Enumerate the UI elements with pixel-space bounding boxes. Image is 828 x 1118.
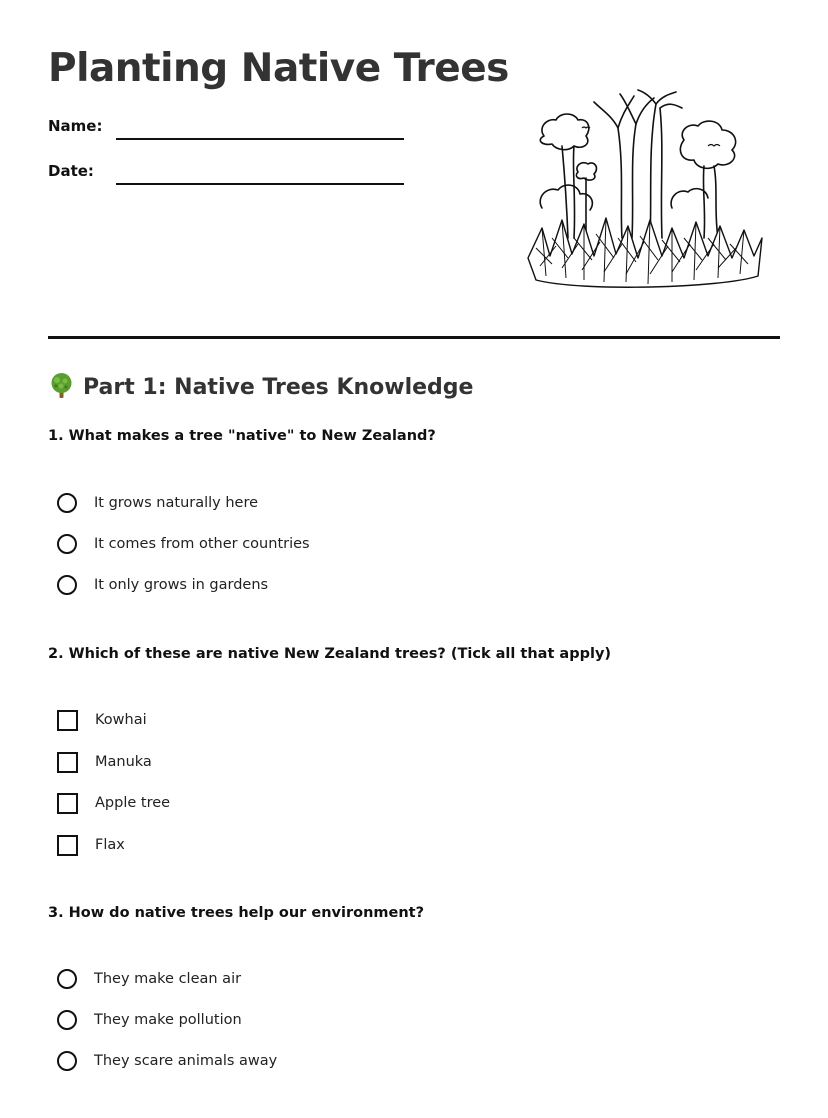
question-2: 2. Which of these are native New Zealand trees? (Tick all that apply) — [48, 646, 612, 662]
checkbox[interactable] — [57, 752, 78, 773]
radio-button[interactable] — [57, 1051, 77, 1071]
checkbox[interactable] — [57, 835, 78, 856]
option-label: They make clean air — [94, 971, 242, 987]
option-label: Flax — [95, 837, 125, 853]
q1-option-2[interactable] — [57, 532, 310, 556]
option-label: They make pollution — [94, 1012, 242, 1028]
radio-button[interactable] — [57, 493, 77, 513]
name-label: Name: — [48, 117, 103, 135]
option-label: It comes from other countries — [94, 536, 310, 552]
section-heading-text: Part 1: Native Trees Knowledge — [83, 375, 474, 400]
option-label: Kowhai — [95, 712, 147, 728]
q3-option-3[interactable] — [57, 1049, 277, 1073]
radio-button[interactable] — [57, 575, 77, 595]
section-divider — [48, 336, 780, 339]
q2-option-3[interactable] — [57, 791, 170, 815]
q2-option-1[interactable] — [57, 708, 147, 732]
q1-option-3[interactable] — [57, 573, 268, 597]
q2-option-2[interactable] — [57, 750, 152, 774]
radio-button[interactable] — [57, 534, 77, 554]
date-label: Date: — [48, 162, 94, 180]
option-label: Manuka — [95, 754, 152, 770]
option-label: They scare animals away — [94, 1053, 278, 1069]
question-1: 1. What makes a tree "native" to New Zealand? — [48, 428, 436, 444]
date-field[interactable] — [116, 183, 404, 185]
q3-option-2[interactable] — [57, 1008, 242, 1032]
q2-option-4[interactable] — [57, 833, 125, 857]
page-title: Planting Native Trees — [48, 46, 509, 91]
checkbox[interactable] — [57, 710, 78, 731]
section-heading — [48, 372, 473, 400]
radio-button[interactable] — [57, 969, 77, 989]
option-label: It grows naturally here — [94, 495, 259, 511]
tree-emoji-icon — [48, 372, 75, 399]
q1-option-1[interactable] — [57, 491, 258, 515]
checkbox[interactable] — [57, 793, 78, 814]
option-label: It only grows in gardens — [94, 577, 269, 593]
question-3: 3. How do native trees help our environment? — [48, 905, 425, 921]
option-label: Apple tree — [95, 795, 171, 811]
q3-option-1[interactable] — [57, 967, 241, 991]
radio-button[interactable] — [57, 1010, 77, 1030]
native-forest-illustration — [522, 88, 768, 294]
name-field[interactable] — [116, 138, 404, 140]
